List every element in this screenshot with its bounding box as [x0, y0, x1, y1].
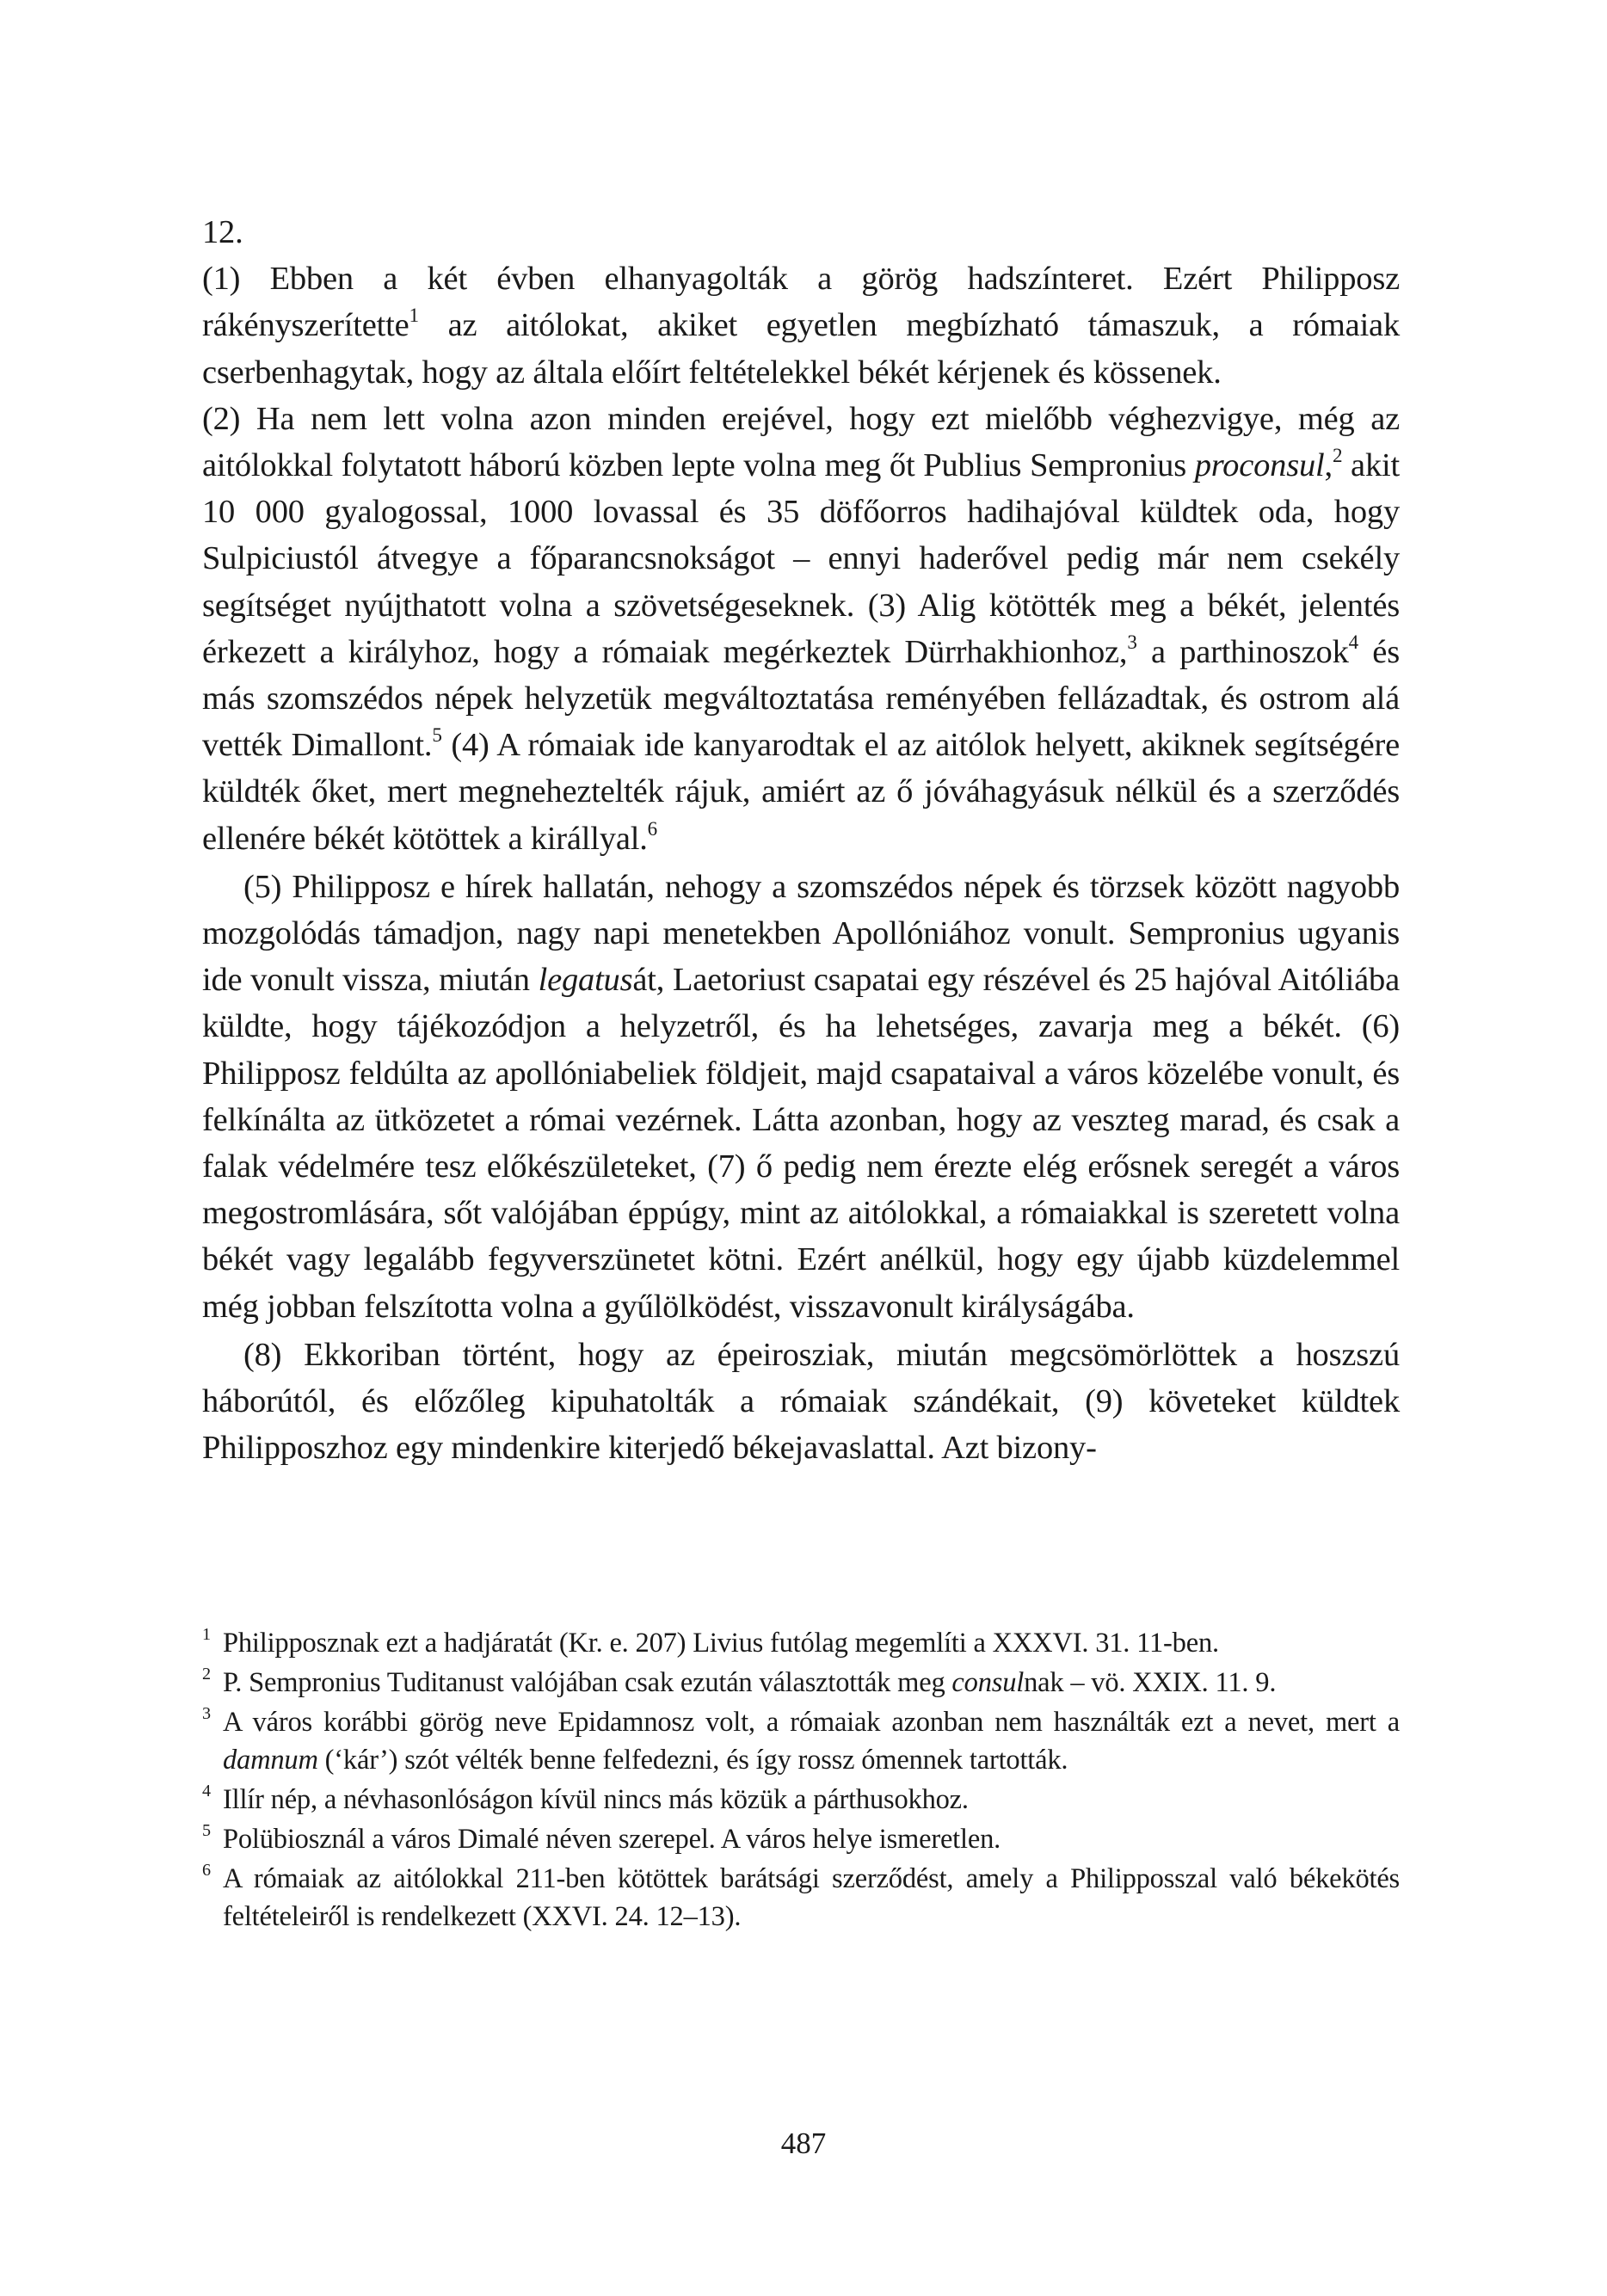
text-run: (‘kár’) szót vélték benne felfedezni, és így rossz ómennek tartották.	[317, 1745, 1068, 1776]
footnote-marker: 3	[202, 1704, 211, 1723]
footnote-reference: 3	[1127, 630, 1137, 653]
footnote	[202, 1820, 1400, 1858]
chapter-number: 12.	[202, 214, 243, 250]
footnote	[202, 1703, 1400, 1779]
text-run: A rómaiak az aitólokkal 211-ben kötöttek barátsági szerződést, amely a Philipposszal való békekötés feltételeiről is rendelkezett (XXVI. 24. 12–13).	[223, 1863, 1400, 1932]
footnote-marker: 1	[202, 1625, 211, 1644]
text-run: Philipposznak ezt a hadjáratát (Kr. e. 207) Livius futólag megemlíti a XXXVI. 31. 11-ben.	[223, 1628, 1219, 1659]
italic-term: consul	[951, 1667, 1025, 1698]
footnote-reference: 6	[647, 816, 658, 840]
footnote-reference: 4	[1348, 630, 1359, 653]
paragraph	[202, 396, 1400, 862]
text-run: Polübiosznál a város Dimalé néven szerepel. A város helye ismeretlen.	[223, 1824, 1001, 1855]
footnote	[202, 1781, 1400, 1819]
footnote	[202, 1664, 1400, 1702]
footnote-reference: 1	[409, 304, 419, 327]
footnote	[202, 1860, 1400, 1936]
text-run: akit 10 000 gyalogossal, 1000 lovassal és 35 döfőorros hadihajóval küldtek oda, hogy Sulpiciustól átvegye a főparancsnokságot – ennyi haderővel pedig már nem csekély segítséget nyújthatott volna a szövetségeseknek. (3) Alig kötötték meg a békét, jelentés érkezett a királyhoz, hogy a rómaiak megérkeztek Dürrhakhionhoz,	[202, 447, 1400, 670]
text-run: és más szomszédos népek helyzetük megváltoztatása reményében fellázadtak, és ostrom alá vették Dimallont.	[202, 633, 1400, 764]
text-run: (8) Ekkoriban történt, hogy az épeirosziak, miután megcsömörlöttek a hoszszú háborútól, és előzőleg kipuhatolták a rómaiak szándékait, (9) követeket küldtek Philipposzhoz egy mindenkire kiterjedő békejavaslattal. Azt bizony-	[202, 1336, 1400, 1467]
text-run: át, Laetoriust csapatai egy részével és 25 hajóval Aitóliába küldte, hogy tájékozódjon a helyzetről, és ha lehetséges, zavarja meg a békét. (6) Philipposz feldúlta az apollóniabeliek földjeit, majd csapataival a város közelébe vonult, és felkínálta az ütközetet a római vezérnek. Látta azonban, hogy az veszteg marad, és csak a falak védelmére tesz előkészületeket, (7) ő pedig nem érezte elég erősnek seregét a város megostromlására, sőt valójában éppúgy, mint az aitólokkal, a rómaiakkal is szeretett volna békét vagy legalább fegyverszünetet kötni. Ezért anélkül, hogy egy újabb küzdelemmel még jobban felszította volna a gyűlölködést, visszavonult királyságába.	[202, 962, 1400, 1325]
italic-term: proconsul	[1194, 447, 1325, 484]
text-run: az aitólokat, akiket egyetlen megbízható támaszuk, a rómaiak cserbenhagytak, hogy az általa előírt feltételekkel békét kérjenek és kössenek.	[202, 307, 1400, 391]
text-run: (4) A rómaiak ide kanyarodtak el az aitólok helyett, akiknek segítségére küldték őket, mert megneheztelték rájuk, amiért az ő jóváhagyásuk nélkül és a szerződés ellenére békét kötöttek a királlyal.	[202, 727, 1400, 857]
text-run: (5) Philipposz e hírek hallatán, nehogy a szomszédos népek és törzsek között nagyobb mozgolódás támadjon, nagy napi menetekben Apollóniához vonult. Sempronius ugyanis ide vonult vissza, miután	[202, 868, 1400, 999]
text-run: a parthinoszok	[1136, 633, 1349, 670]
text-run: A város korábbi görög neve Epidamnosz volt, a rómaiak azonban nem használták ezt a nevet, mert a	[223, 1707, 1400, 1738]
body-paragraphs	[202, 255, 1400, 1471]
text-run: (2) Ha nem lett volna azon minden erejével, hogy ezt mielőbb véghezvigye, még az aitólokkal folytatott háború közben lepte volna meg őt Publius Sempronius	[202, 400, 1400, 484]
footnote-marker: 5	[202, 1821, 211, 1840]
text-run: nak – vö. XXIX. 11. 9.	[1024, 1667, 1277, 1698]
footnotes	[202, 1624, 1400, 1937]
footnote-marker: 6	[202, 1861, 211, 1880]
italic-term: legatus	[538, 962, 633, 999]
paragraph	[202, 1332, 1400, 1472]
italic-term: damnum	[223, 1745, 318, 1776]
footnote-marker: 2	[202, 1665, 211, 1684]
footnote	[202, 1624, 1400, 1662]
text-run: P. Sempronius Tuditanust valójában csak ezután választották meg	[223, 1667, 952, 1698]
paragraph	[202, 864, 1400, 1330]
footnote-reference: 5	[432, 723, 442, 747]
text-run: (1) Ebben a két évben elhanyagolták a görög hadszínteret. Ezért Philipposz rákényszerítette	[202, 261, 1400, 344]
footnote-marker: 4	[202, 1782, 211, 1800]
page-number: 487	[780, 2127, 827, 2160]
text-run: ,	[1324, 447, 1333, 484]
main-text-block	[202, 209, 1400, 1471]
footnote-reference: 2	[1332, 443, 1343, 466]
paragraph	[202, 255, 1400, 396]
text-run: Illír nép, a névhasonlóságon kívül nincs más közük a párthusokhoz.	[223, 1784, 969, 1815]
